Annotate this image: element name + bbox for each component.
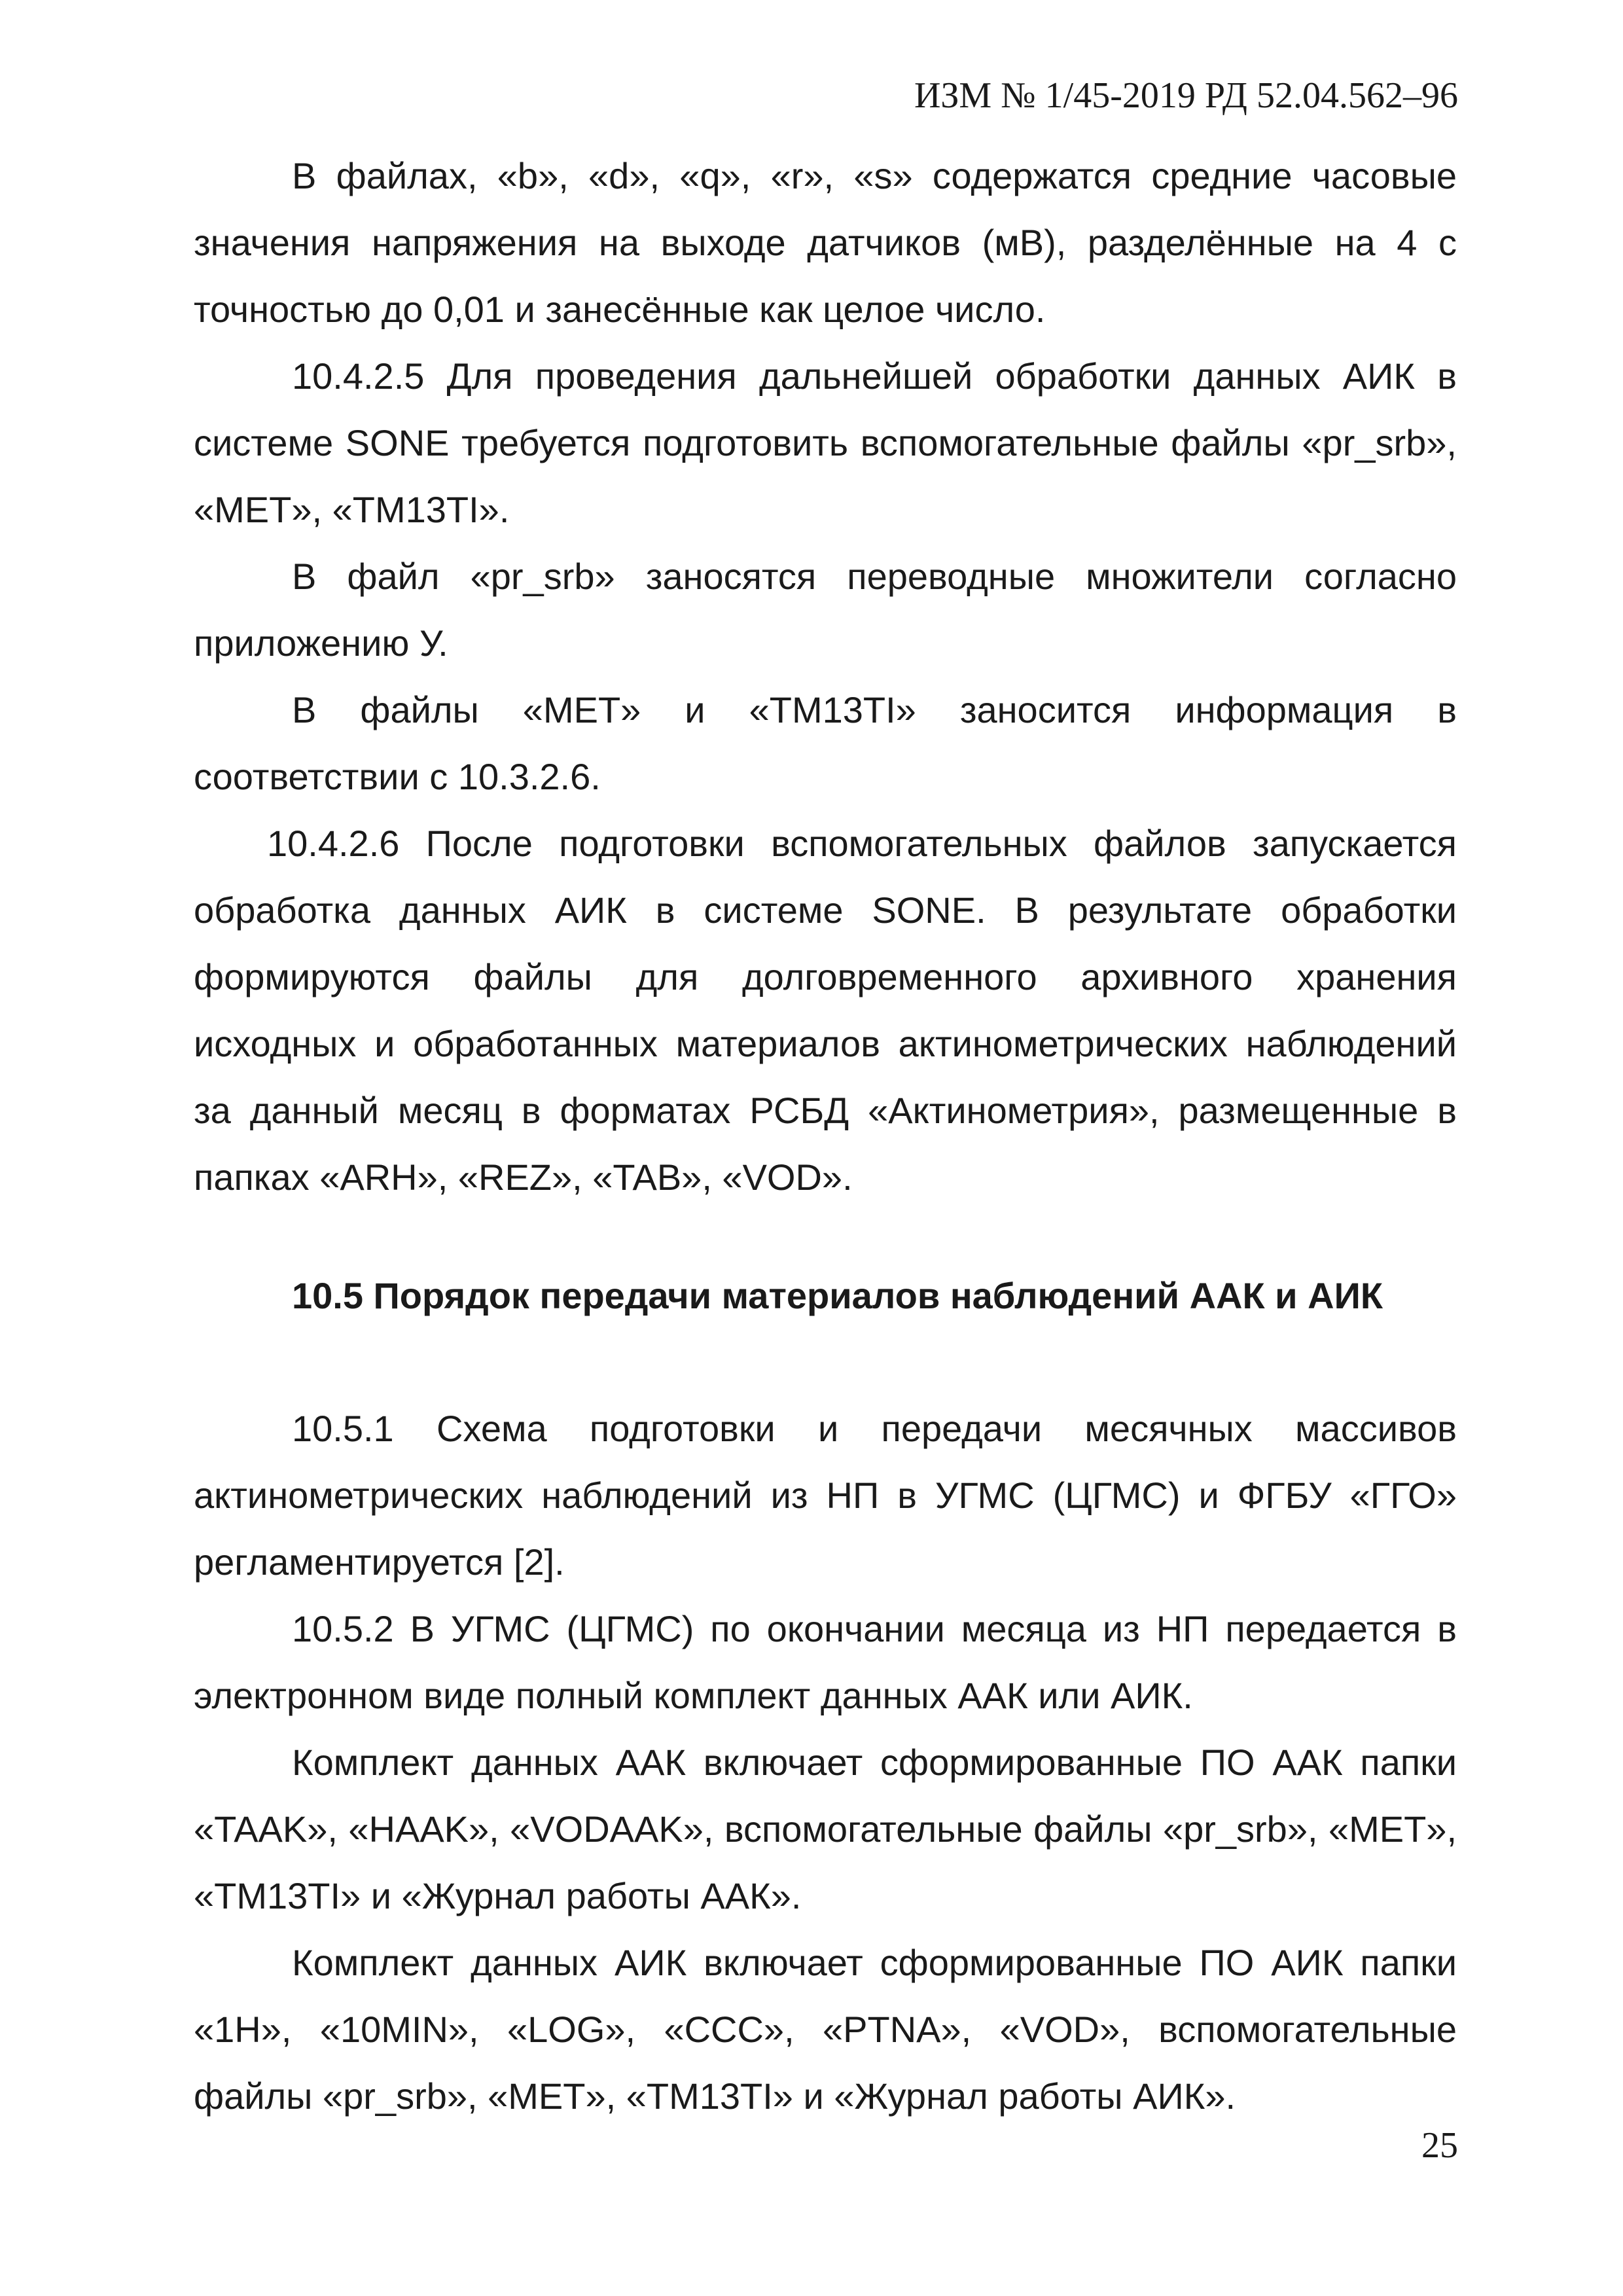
section-heading-10-5: 10.5 Порядок передачи материалов наблюдений ААК и АИК — [292, 1275, 1383, 1316]
document-body — [194, 143, 1457, 2130]
paragraph-10-4-2-5: 10.4.2.5 Для проведения дальнейшей обработки данных АИК в системе SONE требуется подготовить вспомогательные файлы «pr_srb», «MET», «TM13TI». — [194, 355, 1457, 530]
document-reference-header: ИЗМ № 1/45-2019 РД 52.04.562–96 — [914, 75, 1458, 116]
paragraph-sensor-files: В файлах, «b», «d», «q», «r», «s» содержатся средние часовые значения напряжения на выходе датчиков (мВ), разделённые на 4 с точностью до 0,01 и занесённые как целое число. — [194, 155, 1457, 330]
paragraph-10-5-2: 10.5.2 В УГМС (ЦГМС) по окончании месяца из НП передается в электронном виде полный комплект данных ААК или АИК. — [194, 1608, 1457, 1716]
paragraph-aik-data-set: Комплект данных АИК включает сформированные ПО АИК папки «1H», «10MIN», «LOG», «CCC», «PTNA», «VOD», вспомогательные файлы «pr_srb», «MET», «TM13TI» и «Журнал работы АИК». — [194, 1942, 1457, 2117]
paragraph-met-tm13ti: В файлы «MET» и «TM13TI» заносится информация в соответствии с 10.3.2.6. — [194, 689, 1457, 797]
paragraph-10-5-1: 10.5.1 Схема подготовки и передачи месячных массивов актинометрических наблюдений из НП в УГМС (ЦГМС) и ФГБУ «ГГО» регламентируется [2]. — [194, 1408, 1457, 1583]
page-number: 25 — [1421, 2125, 1458, 2166]
paragraph-aak-data-set: Комплект данных ААК включает сформированные ПО ААК папки «TAAK», «HAAK», «VODAAK», вспомогательные файлы «pr_srb», «MET», «TM13TI» и «Журнал работы ААК». — [194, 1742, 1457, 1916]
paragraph-pr-srb: В файл «pr_srb» заносятся переводные множители согласно приложению У. — [194, 556, 1457, 664]
paragraph-10-4-2-6: 10.4.2.6 После подготовки вспомогательных файлов запускается обработка данных АИК в системе SONE. В результате обработки формируются файлы для долговременного архивного хранения исходных и обработанных материалов актинометрических наблюдений за данный месяц в форматах РСБД «Актинометрия», размещенные в папках «ARH», «REZ», «TAB», «VOD». — [194, 823, 1457, 1198]
